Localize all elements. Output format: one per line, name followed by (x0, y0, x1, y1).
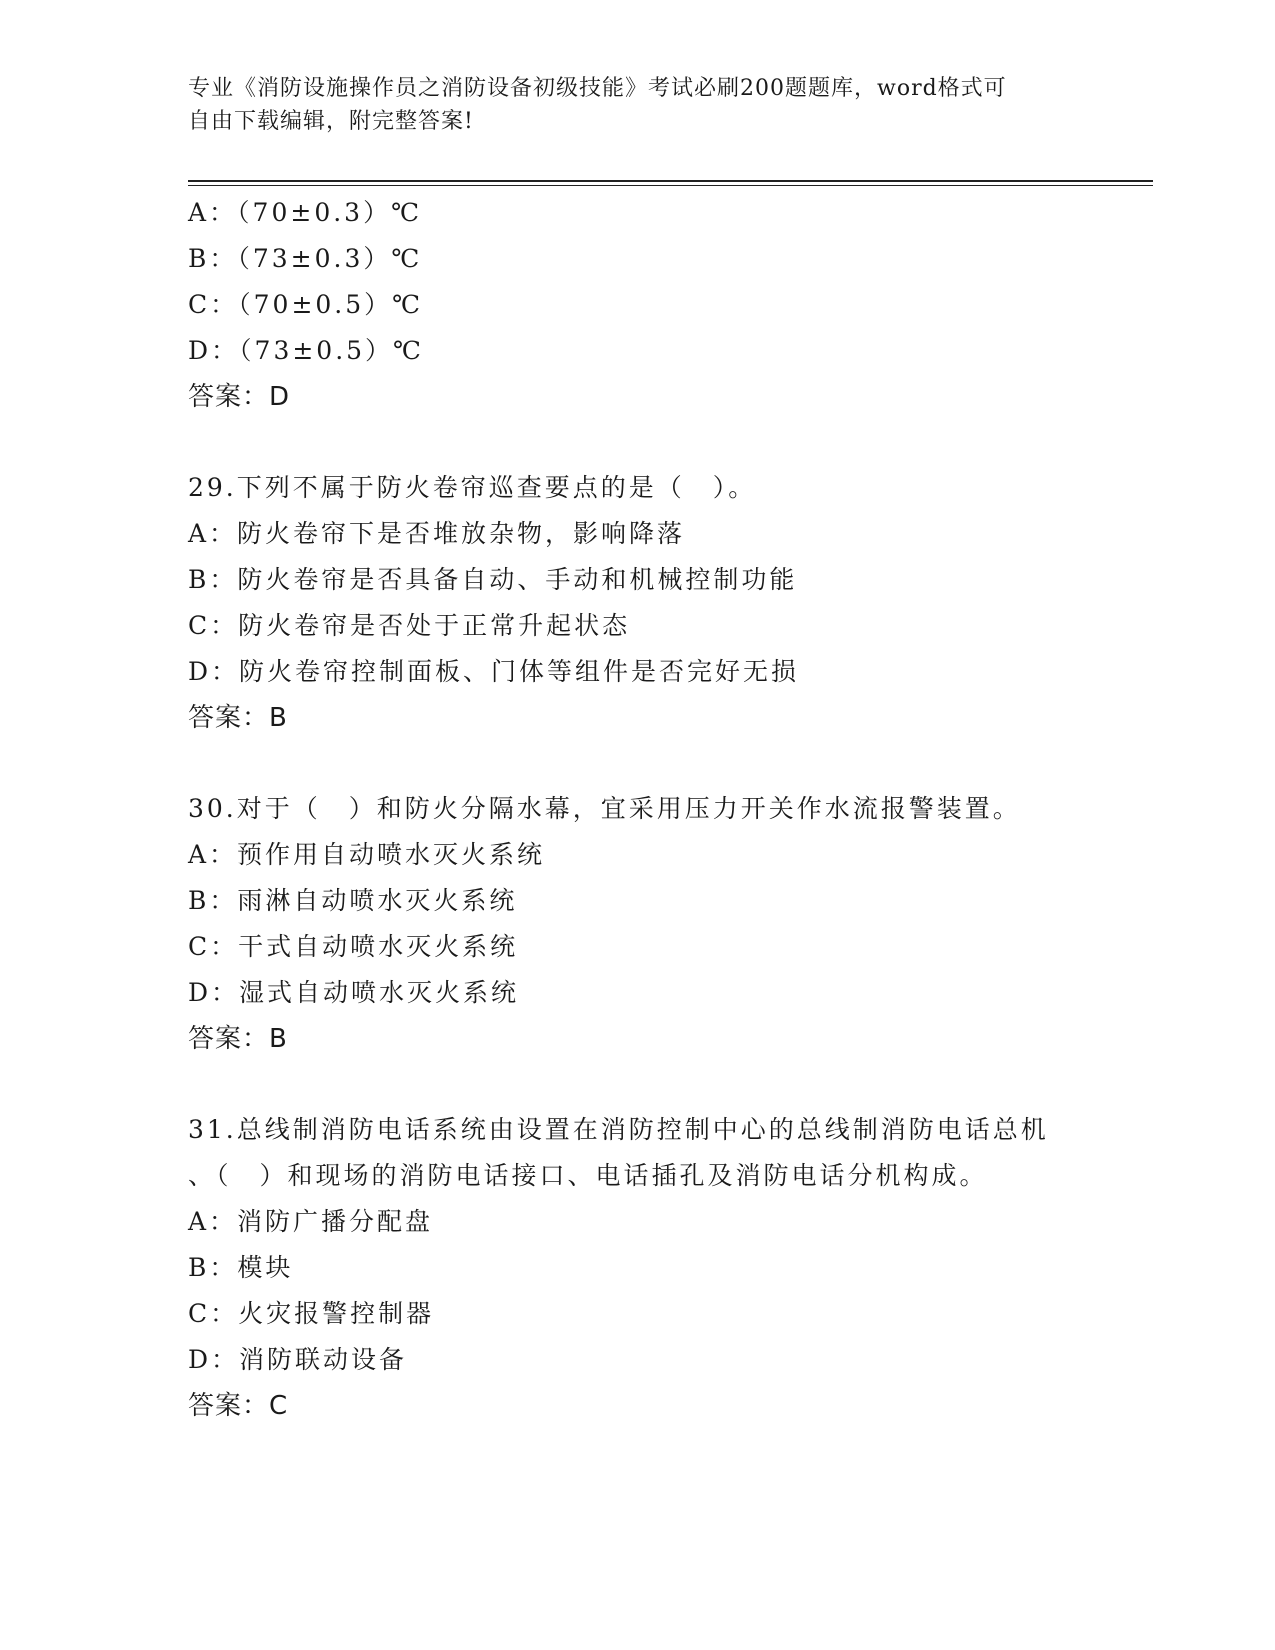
spacer (188, 420, 1088, 465)
option-a: A：防火卷帘下是否堆放杂物，影响降落 (188, 519, 686, 548)
question-28 (188, 190, 1088, 420)
option-b: B：雨淋自动喷水灭火系统 (188, 886, 518, 915)
option-d: D：（73±0.5）℃ (188, 336, 425, 365)
question-stem-line-1: 31.总线制消防电话系统由设置在消防控制中心的总线制消防电话总机 (188, 1115, 1049, 1144)
answer: 答案：B (188, 703, 288, 733)
spacer (188, 1062, 1088, 1107)
option-b: B：（73±0.3）℃ (188, 244, 423, 273)
option-a: A：预作用自动喷水灭火系统 (188, 840, 546, 869)
question-31 (188, 1107, 1088, 1429)
question-stem: 30.对于（ ）和防火分隔水幕，宜采用压力开关作水流报警装置。 (188, 794, 1021, 823)
question-list (188, 190, 1088, 1429)
option-b: B：防火卷帘是否具备自动、手动和机械控制功能 (188, 565, 798, 594)
answer: 答案：C (188, 1391, 289, 1421)
question-stem: 29.下列不属于防火卷帘巡查要点的是（ ）。 (188, 473, 757, 502)
answer: 答案：B (188, 1024, 288, 1054)
option-c: C：干式自动喷水灭火系统 (188, 932, 519, 961)
header-rule-thick (188, 180, 1153, 182)
document-header (188, 72, 1068, 138)
option-c: C：火灾报警控制器 (188, 1299, 435, 1328)
header-line-2: 自由下载编辑，附完整答案! (188, 109, 474, 134)
spacer (188, 741, 1088, 786)
option-d: D：消防联动设备 (188, 1345, 408, 1374)
option-a: A：消防广播分配盘 (188, 1207, 434, 1236)
option-d: D：湿式自动喷水灭火系统 (188, 978, 520, 1007)
option-c: C：（70±0.5）℃ (188, 290, 424, 319)
header-rule-thin (188, 185, 1153, 186)
option-d: D：防火卷帘控制面板、门体等组件是否完好无损 (188, 657, 800, 686)
question-29 (188, 465, 1088, 741)
answer: 答案：D (188, 382, 291, 412)
option-a: A：（70±0.3）℃ (188, 198, 423, 227)
question-stem-line-2: 、（ ）和现场的消防电话接口、电话插孔及消防电话分机构成。 (188, 1161, 988, 1190)
option-c: C：防火卷帘是否处于正常升起状态 (188, 611, 631, 640)
question-30 (188, 786, 1088, 1062)
header-line-1: 专业《消防设施操作员之消防设备初级技能》考试必刷200题题库，word格式可 (188, 76, 1007, 101)
option-b: B：模块 (188, 1253, 294, 1282)
